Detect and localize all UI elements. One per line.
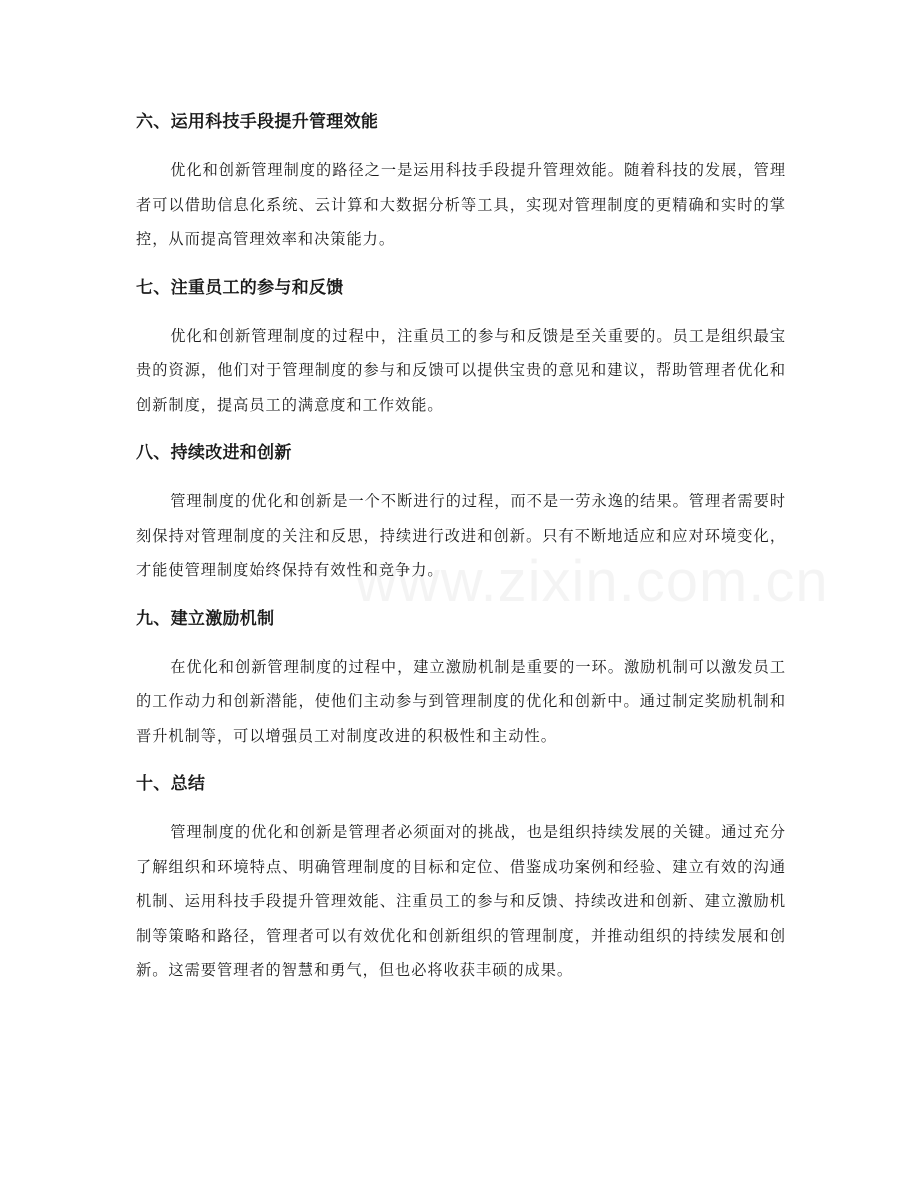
section-body-10: 管理制度的优化和创新是管理者必须面对的挑战，也是组织持续发展的关键。通过充分了解组织和环境特点、明确管理制度的目标和定位、借鉴成功案例和经验、建立有效的沟通机制、运用科技手段提升管理效能、注重员工的参与和反馈、持续改进和创新、建立激励机制等策略和路径，管理者可以有效优化和创新组织的管理制度，并推动组织的持续发展和创新。这需要管理者的智慧和勇气，但也必将收获丰硕的成果。 xyxy=(136,823,786,979)
section-body-9: 在优化和创新管理制度的过程中，建立激励机制是重要的一环。激励机制可以激发员工的工作动力和创新潜能，使他们主动参与到管理制度的优化和创新中。通过制定奖励机制和晋升机制等，可以增强员工对制度改进的积极性和主动性。 xyxy=(136,657,786,745)
section-heading-10: 十、总结 xyxy=(136,774,206,794)
section-body-7: 优化和创新管理制度的过程中，注重员工的参与和反馈是至关重要的。员工是组织最宝贵的资源，他们对于管理制度的参与和反馈可以提供宝贵的意见和建议，帮助管理者优化和创新制度，提高员工的满意度和工作效能。 xyxy=(136,326,786,414)
section-body-8: 管理制度的优化和创新是一个不断进行的过程，而不是一劳永逸的结果。管理者需要时刻保持对管理制度的关注和反思，持续进行改进和创新。只有不断地适应和应对环境变化，才能使管理制度始终保持有效性和竞争力。 xyxy=(136,492,786,579)
document-content xyxy=(136,104,786,1001)
section-heading-7: 七、注重员工的参与和反馈 xyxy=(136,277,344,298)
section-body-6: 优化和创新管理制度的路径之一是运用科技手段提升管理效能。随着科技的发展，管理者可以借助信息化系统、云计算和大数据分析等工具，实现对管理制度的更精确和实时的掌控，从而提高管理效率和决策能力。 xyxy=(136,161,786,248)
section-heading-6: 六、运用科技手段提升管理效能 xyxy=(136,112,379,132)
section-heading-8: 八、持续改进和创新 xyxy=(136,443,292,463)
section-heading-9: 九、建立激励机制 xyxy=(136,608,275,629)
